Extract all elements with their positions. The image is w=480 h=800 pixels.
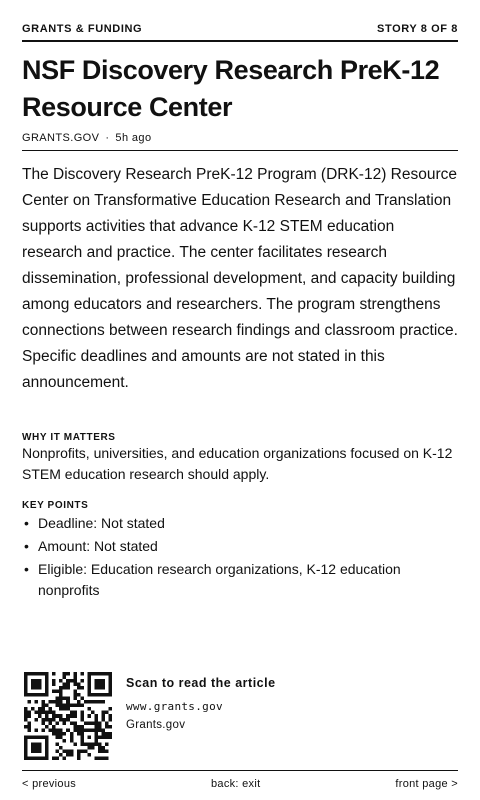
previous-button[interactable]: < previous [22,778,77,790]
section-label: GRANTS & FUNDING [22,23,143,35]
top-bar [22,20,458,42]
why-it-matters-label: WHY IT MATTERS [22,432,116,443]
key-points-label: KEY POINTS [22,500,89,511]
qr-info [126,676,276,731]
key-point-item [22,536,458,557]
bullet-icon: • [24,561,29,577]
bullet-icon: • [24,538,29,554]
key-point-text: Eligible: Education research organizations, K-12 education nonprofits [38,561,401,598]
key-points-section [22,500,458,601]
article-meta [22,132,458,151]
key-point-item [22,559,458,601]
article-body: The Discovery Research PreK-12 Program (DRK-12) Resource Center on Transformative Education Research and Translation supports activities that advance K-12 STEM education research and practice. The center facilitates research dissemination, professional development, and capacity building among educators and researchers. The program strengthens connections between research findings and classroom practice. Specific deadlines and amounts are not stated in this announcement. [22,166,458,391]
article-time: 5h ago [115,132,152,144]
key-point-item [22,513,458,534]
article-url: www.grants.gov [126,700,223,713]
why-it-matters-text: Nonprofits, universities, and education organizations focused on K-12 STEM education research should apply. [22,445,453,482]
key-point-text: Amount: Not stated [38,538,158,554]
why-it-matters-section [22,432,458,485]
qr-code-icon[interactable] [24,672,112,760]
article-source: GRANTS.GOV [22,132,100,144]
story-counter: STORY 8 OF 8 [377,23,458,35]
key-point-text: Deadline: Not stated [38,515,165,531]
back-exit-button[interactable]: back: exit [210,778,261,790]
scan-label: Scan to read the article [126,676,276,690]
front-page-button[interactable]: front page > [395,778,458,790]
article-page [22,0,458,800]
qr-block [22,672,458,762]
bottom-nav [22,770,458,797]
site-name: Grants.gov [126,719,186,731]
key-points-list [22,513,458,601]
meta-separator: · [105,132,110,144]
article-title: NSF Discovery Research PreK-12 Resource Center [22,55,440,122]
bullet-icon: • [24,515,29,531]
